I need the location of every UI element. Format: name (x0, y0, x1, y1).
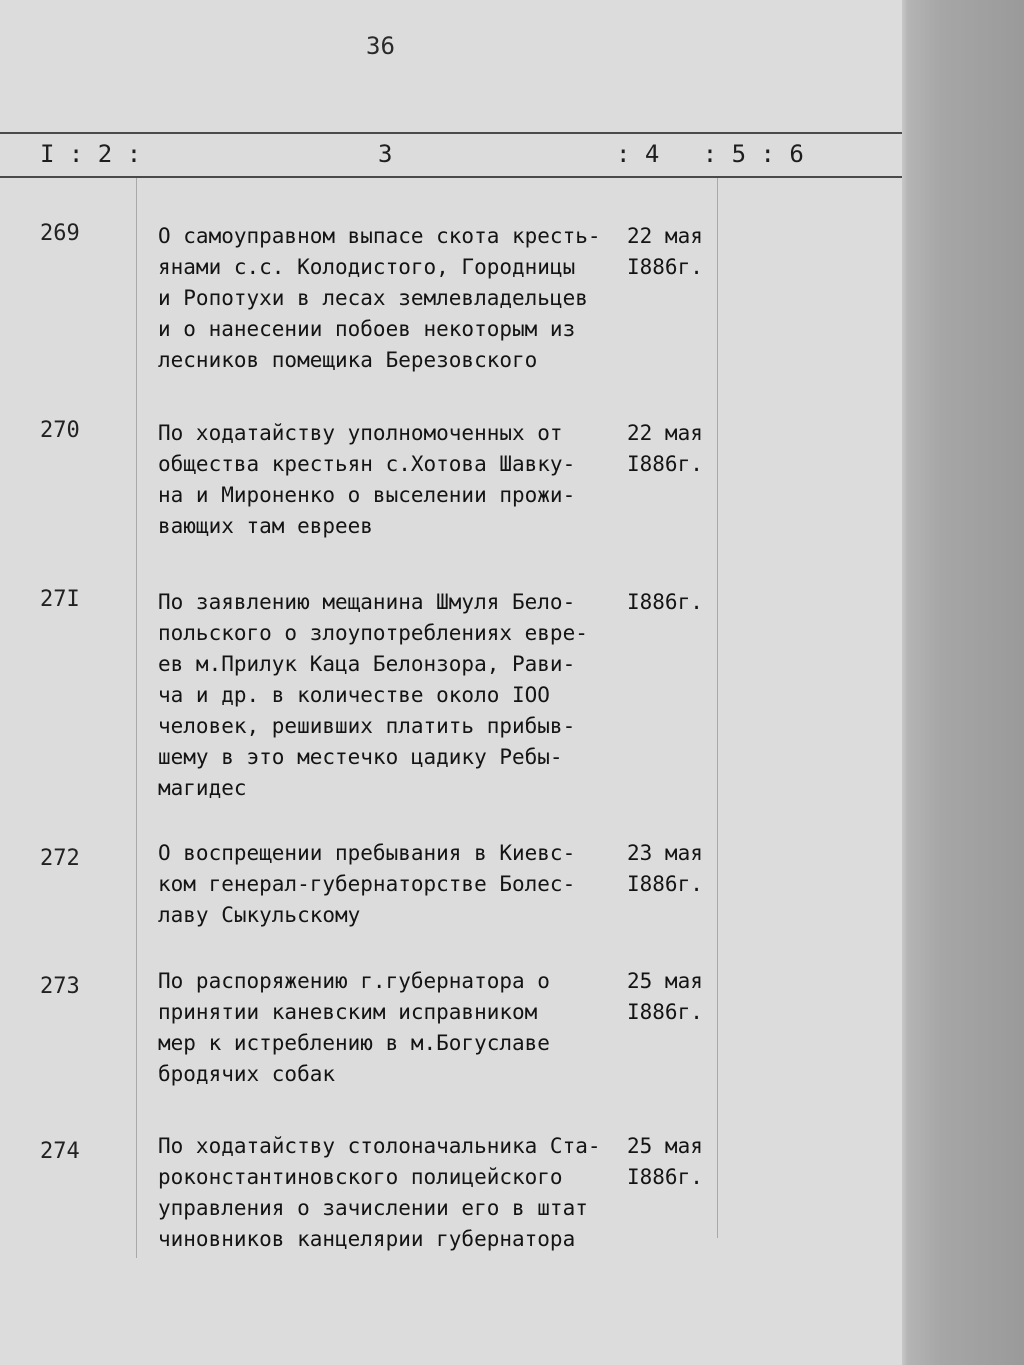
entry-title (158, 966, 628, 1090)
entry-date-line: 22 мая (627, 421, 703, 445)
entry-title-line: управления о зачислении его в штат (158, 1196, 588, 1220)
entry-title (158, 587, 628, 804)
entry-title-line: По заявлению мещанина Шмуля Бело- (158, 590, 576, 614)
entry-title-line: ча и др. в количестве около IOO (158, 683, 550, 707)
entry-title (158, 838, 628, 931)
entry-date-line: I886г. (627, 1165, 703, 1189)
entry-title-line: шему в это местечко цадику Ребы- (158, 745, 563, 769)
entry-date (627, 418, 737, 480)
entry-date-line: 25 мая (627, 969, 703, 993)
entry-number: 27I (40, 587, 80, 612)
column-divider (717, 178, 718, 1238)
column-header-1-2: I : 2 : (40, 140, 142, 168)
column-header-4-5-6: : 4 : 5 : 6 (616, 140, 804, 168)
entry-date-line: I886г. (627, 255, 703, 279)
entry-date-line: 22 мая (627, 224, 703, 248)
entry-number: 270 (40, 418, 80, 443)
entry-number: 272 (40, 846, 80, 871)
entry-date (627, 1131, 737, 1193)
entry-title-line: принятии каневским исправником (158, 1000, 538, 1024)
entry-date (627, 221, 737, 283)
entry-title-line: на и Мироненко о выселении прожи- (158, 483, 576, 507)
entry-title-line: янами с.с. Колодистого, Городницы (158, 255, 576, 279)
entry-title-line: лаву Сыкульскому (158, 903, 361, 927)
entry-date-line: I886г. (627, 872, 703, 896)
entry-title-line: и о нанесении побоев некоторым из (158, 317, 576, 341)
entry-title-line: вающих там евреев (158, 514, 373, 538)
entry-date-line: 25 мая (627, 1134, 703, 1158)
entry-title-line: общества крестьян с.Хотова Шавку- (158, 452, 576, 476)
entry-title (158, 1131, 628, 1255)
entry-date (627, 838, 737, 900)
entry-title (158, 418, 628, 542)
entry-title-line: и Ропотухи в лесах землевладельцев (158, 286, 588, 310)
entry-title-line: По ходатайству столоначальника Ста- (158, 1134, 601, 1158)
entry-date-line: I886г. (627, 1000, 703, 1024)
entry-date (627, 587, 737, 618)
entry-date-line: I886г. (627, 590, 703, 614)
entry-date-line: I886г. (627, 452, 703, 476)
entry-title-line: По распоряжению г.губернатора о (158, 969, 550, 993)
entry-title-line: мер к истреблению в м.Богуславе (158, 1031, 550, 1055)
entry-title (158, 221, 628, 376)
entry-number: 273 (40, 974, 80, 999)
entry-title-line: бродячих собак (158, 1062, 336, 1086)
entry-title-line: человек, решивших платить прибыв- (158, 714, 576, 738)
entry-number: 269 (40, 221, 80, 246)
column-divider (136, 178, 137, 1258)
entry-title-line: роконстантиновского полицейского (158, 1165, 563, 1189)
column-header-3: 3 (378, 140, 393, 168)
header-rule-top (0, 132, 908, 134)
entry-title-line: польского о злоупотреблениях евре- (158, 621, 588, 645)
entry-date (627, 966, 737, 1028)
entry-title-line: ев м.Прилук Каца Белонзора, Рави- (158, 652, 576, 676)
entry-date-line: 23 мая (627, 841, 703, 865)
entry-title-line: магидес (158, 776, 247, 800)
entry-title-line: О воспрещении пребывания в Киевс- (158, 841, 576, 865)
entry-title-line: О самоуправном выпасе скота кресть- (158, 224, 601, 248)
entry-title-line: чиновников канцелярии губернатора (158, 1227, 576, 1251)
entry-title-line: По ходатайству уполномоченных от (158, 421, 563, 445)
entry-title-line: лесников помещика Березовского (158, 348, 538, 372)
entry-title-line: ком генерал-губернаторстве Болес- (158, 872, 576, 896)
entry-number: 274 (40, 1139, 80, 1164)
page-number: 36 (366, 32, 395, 60)
page-edge-shadow (902, 0, 1024, 1365)
